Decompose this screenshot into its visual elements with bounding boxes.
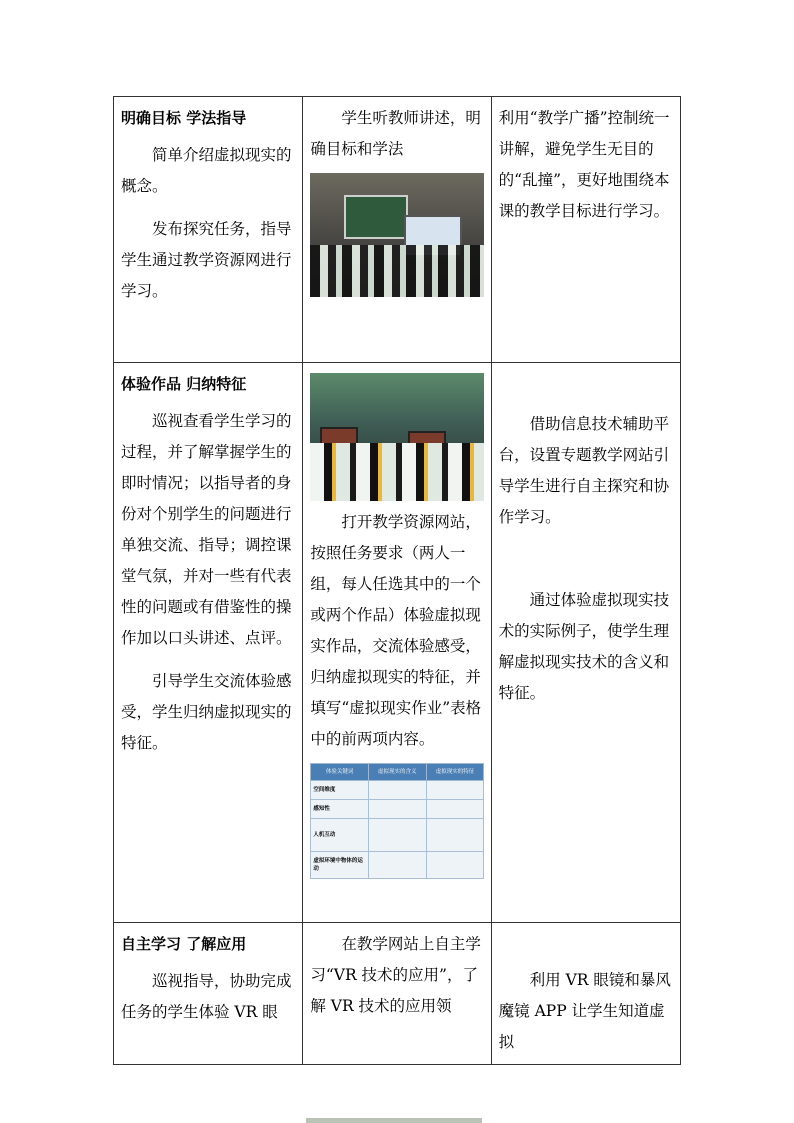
paragraph: 引导学生交流体验感受，学生归纳虚拟现实的特征。 [121, 672, 292, 752]
worksheet-cell [426, 852, 484, 879]
table-row [114, 923, 681, 1065]
worksheet-cell [368, 852, 426, 879]
section-title: 体验作品 归纳特征 [121, 375, 247, 393]
teacher-activity-cell [114, 923, 303, 1065]
blackboard-shape [344, 195, 408, 239]
worksheet-cell [426, 800, 484, 819]
worksheet-header: 虚拟现实的含义 [368, 764, 426, 781]
student-activity-cell [303, 97, 491, 363]
paragraph: 巡视查看学生学习的过程，并了解掌握学生的即时情况；以指导者的身份对个别学生的问题进行单独交流、指导；调控课堂气氛，并对一些有代表性的问题或有借鉴性的操作加以口头讲述、点评。 [121, 412, 292, 647]
classroom-photo [310, 173, 484, 297]
paragraph: 利用“教学广播”控制统一讲解，避免学生无目的的“乱撞”，更好地围绕本课的教学目标进行学习。 [498, 109, 670, 220]
vr-worksheet-table [310, 763, 484, 879]
lesson-plan-table [113, 96, 681, 1065]
paragraph: 借助信息技术辅助平台，设置专题教学网站引导学生进行自主探究和协作学习。 [498, 415, 670, 526]
spacer [499, 545, 673, 585]
students-shape [310, 443, 484, 501]
students-shape [310, 245, 484, 297]
worksheet-header: 体验关键词 [311, 764, 369, 781]
paragraph: 打开教学资源网站，按照任务要求（两人一组，每人任选其中的一个或两个作品）体验虚拟现实作品，交流体验感受，归纳虚拟现实的特征，并填写“虚拟现实作业”表格中的前两项内容。 [310, 513, 482, 748]
worksheet-cell [426, 819, 484, 852]
worksheet-cell [368, 800, 426, 819]
section-title: 自主学习 了解应用 [121, 935, 247, 953]
student-activity-cell [303, 923, 491, 1065]
spacer [499, 369, 673, 409]
next-page-photo-edge [306, 1118, 482, 1123]
computer-lab-photo [310, 373, 484, 501]
worksheet-header: 虚拟现实的特征 [426, 764, 484, 781]
section-title: 明确目标 学法指导 [121, 109, 247, 127]
design-intent-cell [491, 97, 680, 363]
worksheet-cell [368, 819, 426, 852]
student-activity-cell [303, 363, 491, 923]
worksheet-cell [426, 781, 484, 800]
table-row [114, 363, 681, 923]
worksheet-row-label: 虚拟环境中物体的运动 [311, 852, 369, 879]
teacher-activity-cell [114, 363, 303, 923]
design-intent-cell [491, 363, 680, 923]
paragraph: 简单介绍虚拟现实的概念。 [121, 146, 292, 195]
paragraph: 利用 VR 眼镜和暴风魔镜 APP 让学生知道虚拟 [498, 971, 671, 1051]
worksheet-cell [368, 781, 426, 800]
table-row [114, 97, 681, 363]
paragraph: 通过体验虚拟现实技术的实际例子，使学生理解虚拟现实技术的含义和特征。 [498, 591, 670, 702]
worksheet-row-label: 感知性 [311, 800, 369, 819]
paragraph: 学生听教师讲述，明确目标和学法 [310, 109, 481, 158]
paragraph: 在教学网站上自主学习“VR 技术的应用”，了解 VR 技术的应用领 [310, 935, 481, 1015]
paragraph: 发布探究任务，指导学生通过教学资源网进行学习。 [121, 220, 292, 300]
design-intent-cell [491, 923, 680, 1065]
spacer [499, 929, 673, 965]
paragraph: 巡视指导，协助完成任务的学生体验 VR 眼 [121, 972, 292, 1021]
teacher-activity-cell [114, 97, 303, 363]
worksheet-row-label: 人机互动 [311, 819, 369, 852]
worksheet-row-label: 空间维度 [311, 781, 369, 800]
